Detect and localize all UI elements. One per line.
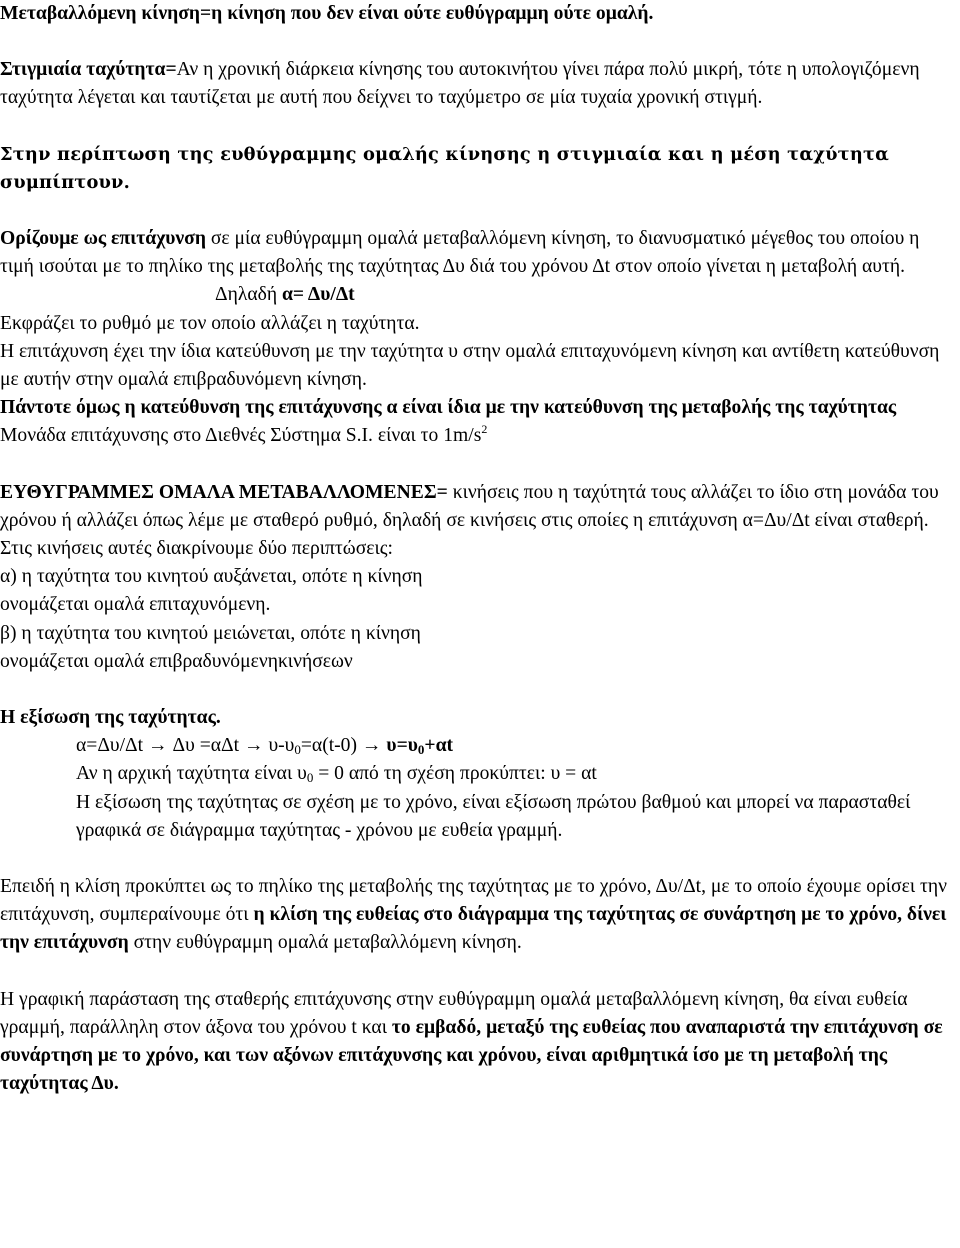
initial-velocity-line (0, 760, 958, 788)
instantaneous-velocity-paragraph (0, 56, 958, 112)
case-b-line-2: ονομάζεται ομαλά επιβραδυνόμενηκινήσεων (0, 650, 353, 672)
area-paragraph (0, 986, 958, 1099)
uniformly-varied-text: κινήσεις που η ταχύτητά τους αλλάζει το ίδιο στη μονάδα του χρόνου ή αλλάζει όπως λέμε με σταθερό ρυθμό, δηλαδή σε κινήσεις στις οποίες η επιτάχυνση α=Δυ/Δt είναι σταθερή. (0, 481, 939, 531)
velocity-equation-derivation (0, 732, 958, 760)
cases-intro: Στις κινήσεις αυτές διακρίνουμε δύο περιπτώσεις: (0, 538, 393, 560)
slope-bold: η κλίση της ευθείας στο διάγραμμα της ταχύτητας σε συνάρτηση με το χρόνο, δίνει την επιτάχυνση (0, 904, 947, 954)
eq-part-1: α=Δυ/Δt → Δυ =αΔt → υ-υ (76, 735, 295, 757)
acceleration-term: Ορίζουμε ως επιτάχυνση (0, 228, 206, 250)
instantaneous-velocity-text: Αν η χρονική διάρκεια κίνησης του αυτοκινήτου γίνει πάρα πολύ μικρή, τότε η υπολογιζόμενη ταχύτητα λέγεται και ταυτίζεται με αυτή που δείχνει το ταχύμετρο σε μία τυχαία χρονική στιγμή. (0, 59, 920, 109)
acceleration-unit-sup: 2 (481, 422, 488, 437)
uniform-motion-note: Στην περίπτωση της ευθύγραμμης ομαλής κίνησης η στιγμιαία και η μέση ταχύτητα συμπίπτουν. (0, 143, 889, 193)
initial-2: = 0 από τη σχέση προκύπτει: υ = αt (313, 763, 597, 785)
slope-text-2: στην ευθύγραμμη ομαλά μεταβαλλόμενη κίνηση. (128, 932, 522, 954)
uniformly-varied-paragraph (0, 479, 958, 535)
velocity-equation-heading: Η εξίσωση της ταχύτητας. (0, 707, 221, 729)
initial-sub: 0 (306, 770, 314, 786)
eq-bold-1: υ=υ (386, 735, 418, 757)
case-b-line-1: β) η ταχύτητα του κινητού μειώνεται, οπότε η κίνηση (0, 622, 421, 644)
acceleration-formula: α= Δυ/Δt (282, 284, 355, 306)
acceleration-expresses: Εκφράζει το ρυθμό με τον οποίο αλλάζει η ταχύτητα. (0, 312, 420, 334)
acceleration-always: Πάντοτε όμως η κατεύθυνση της επιτάχυνσης α είναι ίδια με την κατεύθυνση της μεταβολής της ταχύτητας (0, 397, 897, 419)
eq-result (386, 735, 453, 756)
acceleration-unit-text: Μονάδα επιτάχυνσης στο Διεθνές Σύστημα S.I. είναι το 1m/s (0, 425, 482, 447)
area-text: Η γραφική παράσταση της σταθερής επιτάχυνσης στην ευθύγραμμη ομαλά μεταβαλλόμενη κίνηση, θα είναι ευθεία γραμμή, παράλληλη στον άξονα του χρόνου t και (0, 988, 908, 1038)
acceleration-definition (0, 225, 958, 281)
eq-part-2: =α(t-0) → (300, 735, 387, 757)
initial-1: Αν η αρχική ταχύτητα είναι υ (76, 763, 307, 785)
formula-prefix: Δηλαδή (215, 284, 282, 306)
case-a-line-1: α) η ταχύτητα του κινητού αυξάνεται, οπότε η κίνηση (0, 566, 423, 588)
eq-bold-sub: 0 (417, 742, 425, 758)
eq-bold-2: +αt (424, 735, 454, 757)
acceleration-unit (0, 422, 958, 450)
slope-paragraph (0, 873, 958, 958)
slope-text-1: Επειδή η κλίση προκύπτει ως το πηλίκο της μεταβολής της ταχύτητας με το χρόνο, Δυ/Δt, με το οποίο έχουμε ορίσει την επιτάχυνση, συμπεραίνουμε ότι (0, 876, 947, 926)
linear-equation-note: Η εξίσωση της ταχύτητας σε σχέση με το χρόνο, είναι εξίσωση πρώτου βαθμού και μπορεί να παρασταθεί γραφικά σε διάγραμμα ταχύτητας - χρόνου με ευθεία γραμμή. (76, 791, 911, 841)
acceleration-direction: Η επιτάχυνση έχει την ίδια κατεύθυνση με την ταχύτητα υ στην ομαλά επιταχυνόμενη κίνηση και αντίθετη κατεύθυνση με αυτήν στην ομαλά επιβραδυνόμενη κίνηση. (0, 340, 940, 391)
acceleration-formula-line (0, 281, 958, 309)
uniformly-varied-term: ΕΥΘΥΓΡΑΜΜΕΣ ΟΜΑΛΑ ΜΕΤΑΒΑΛΛΟΜΕΝΕΣ= (0, 481, 448, 503)
variable-motion-definition: Μεταβαλλόμενη κίνηση=η κίνηση που δεν είναι ούτε ευθύγραμμη ούτε ομαλή. (0, 3, 654, 24)
eq-sub-1: 0 (294, 742, 301, 758)
area-bold: το εμβαδό, μεταξύ της ευθείας που αναπαριστά την επιτάχυνση σε συνάρτηση με το χρόνο, και των αξόνων επιτάχυνσης και χρόνου, είναι αριθμητικά ίσο με τη μεταβολή της ταχύτητας Δυ. (0, 1016, 943, 1095)
instantaneous-velocity-term: Στιγμιαία ταχύτητα= (0, 59, 177, 81)
case-a-line-2: ονομάζεται ομαλά επιταχυνόμενη. (0, 594, 271, 616)
acceleration-text: σε μία ευθύγραμμη ομαλά μεταβαλλόμενη κίνηση, το διανυσματικό μέγεθος του οποίου η τιμή ισούται με το πηλίκο της μεταβολής της ταχύτητας Δυ διά του χρόνου Δt στον οποίο γίνεται η μεταβολή αυτή. (0, 228, 920, 278)
